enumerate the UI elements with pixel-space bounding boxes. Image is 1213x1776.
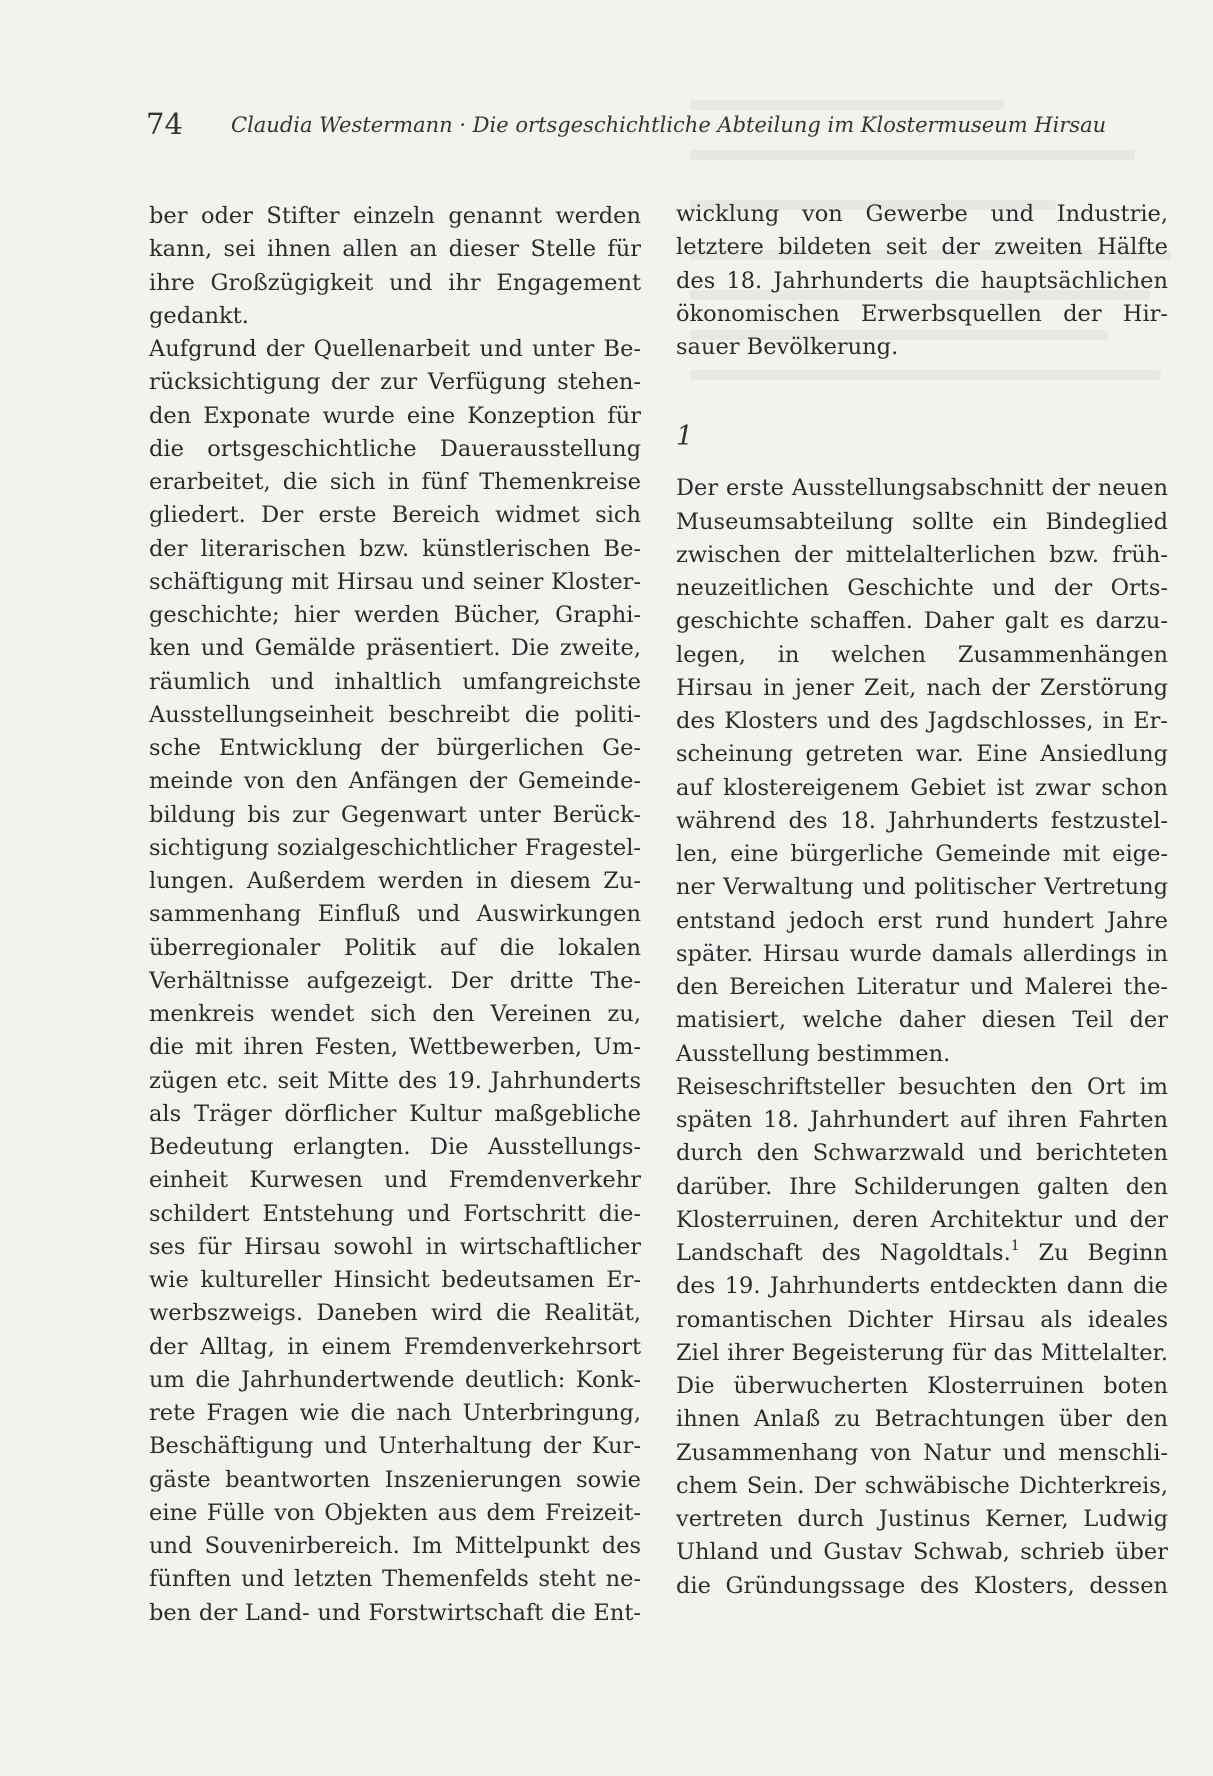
text-line: räumlich und inhaltlich umfangreichste — [149, 668, 641, 695]
text-line: eine Fülle von Objekten aus dem Freizeit- — [149, 1499, 641, 1526]
text-line: Museumsabteilung sollte ein Bindeglied — [676, 508, 1168, 535]
text-line: len, eine bürgerliche Gemeinde mit eige- — [676, 841, 1168, 867]
text-line: entstand jedoch erst rund hundert Jahre — [676, 907, 1168, 934]
text-line: Ziel ihrer Begeisterung für das Mittelalter. — [676, 1339, 1168, 1366]
text-line: Uhland und Gustav Schwab, schrieb über — [676, 1539, 1168, 1566]
text-line: sammenhang Einfluß und Auswirkungen — [149, 901, 641, 928]
left-column — [149, 200, 641, 1630]
text-line: auf klostereigenem Gebiet ist zwar schon — [676, 774, 1168, 801]
text-line: wicklung von Gewerbe und Industrie, — [676, 201, 1168, 227]
text-line: neuzeitlichen Geschichte und der Orts- — [676, 575, 1168, 601]
right-column — [676, 198, 1168, 1603]
text-line: sauer Bevölkerung. — [676, 334, 899, 360]
text-line: und Souvenirbereich. Im Mittelpunkt des — [149, 1533, 641, 1559]
text-line: der literarischen bzw. künstlerischen Be- — [149, 535, 641, 562]
text-line: durch den Schwarzwald und berichteten — [676, 1140, 1168, 1167]
text-line: wie kultureller Hinsicht bedeutsamen Er- — [149, 1267, 641, 1293]
text-line: Aufgrund der Quellenarbeit und unter Be- — [149, 336, 641, 362]
text-line: geschichte; hier werden Bücher, Graphi- — [149, 602, 641, 628]
text-line: die Gründungssage des Klosters, dessen — [676, 1572, 1168, 1599]
text-line: ses für Hirsau sowohl in wirtschaftlicher — [149, 1233, 641, 1260]
text-line: lungen. Außerdem werden in diesem Zu- — [149, 868, 641, 894]
text-line: fünften und letzten Themenfelds steht ne- — [149, 1566, 641, 1593]
text-line: Der erste Ausstellungsabschnitt der neuen — [676, 475, 1168, 502]
text-line: scheinung getreten war. Eine Ansiedlung — [676, 741, 1168, 768]
text-line: einheit Kurwesen und Fremdenverkehr — [149, 1167, 641, 1194]
text-line: Beschäftigung und Unterhaltung der Kur- — [149, 1433, 641, 1460]
text-line: matisiert, welche daher diesen Teil der — [676, 1007, 1168, 1034]
running-head: Claudia Westermann · Die ortsgeschichtliche Abteilung im Klostermuseum Hirsau — [231, 113, 1107, 137]
text-line: ken und Gemälde präsentiert. Die zweite, — [149, 635, 641, 662]
text-line: sichtigung sozialgeschichtlicher Fragestel- — [149, 834, 641, 861]
text-line: werbszweigs. Daneben wird die Realität, — [149, 1300, 641, 1327]
text-line: Die überwucherten Klosterruinen boten — [676, 1373, 1168, 1399]
text-line: des Klosters und des Jagdschlosses, in Er- — [676, 708, 1168, 734]
text-line: rücksichtigung der zur Verfügung stehen- — [149, 369, 641, 396]
text-line: zwischen der mittelalterlichen bzw. früh- — [676, 541, 1168, 568]
text-line: meinde von den Anfängen der Gemeinde- — [149, 768, 641, 795]
text-line: gedankt. — [149, 302, 249, 329]
text-line: schäftigung mit Hirsau und seiner Kloster- — [149, 568, 641, 595]
text-line: zügen etc. seit Mitte des 19. Jahrhunderts — [149, 1067, 641, 1094]
text-line: bildung bis zur Gegenwart unter Berück- — [149, 801, 641, 828]
page-number: 74 — [146, 107, 183, 141]
text-line: erarbeitet, die sich in fünf Themenkreise — [149, 469, 641, 495]
text-line: Ausstellungseinheit beschreibt die politi- — [149, 701, 641, 728]
text-line: ihre Großzügigkeit und ihr Engagement — [149, 269, 641, 296]
text-line: Klosterruinen, deren Architektur und der — [676, 1206, 1168, 1233]
text-line: geschichte schaffen. Daher galt es darzu- — [676, 608, 1168, 635]
text-line: späten 18. Jahrhundert auf ihren Fahrten — [676, 1107, 1168, 1133]
text-line: gäste beantworten Inszenierungen sowie — [149, 1466, 641, 1493]
text-line: menkreis wendet sich den Vereinen zu, — [149, 1001, 641, 1027]
footnote-mark[interactable]: 1 — [1010, 1237, 1020, 1254]
text-line: vertreten durch Justinus Kerner, Ludwig — [676, 1506, 1168, 1532]
text-line: kann, sei ihnen allen an dieser Stelle für — [149, 236, 641, 263]
text-line: darüber. Ihre Schilderungen galten den — [676, 1173, 1168, 1200]
text-line: der Alltag, in einem Fremdenverkehrsort — [149, 1333, 641, 1360]
footnote-line-text-after: Zu Beginn — [1019, 1240, 1168, 1266]
text-line: sche Entwicklung der bürgerlichen Ge- — [149, 735, 641, 761]
footnote-line-text: Landschaft des Nagoldtals. — [676, 1240, 1011, 1266]
text-line: Zusammenhang von Natur und menschli- — [676, 1439, 1168, 1466]
text-line: chem Sein. Der schwäbische Dichterkreis, — [676, 1472, 1168, 1499]
text-line: schildert Entstehung und Fortschritt die- — [149, 1200, 641, 1227]
text-line: Bedeutung erlangten. Die Ausstellungs- — [149, 1134, 641, 1160]
text-line: des 18. Jahrhunderts die hauptsächlichen — [676, 267, 1168, 294]
text-line: um die Jahrhundertwende deutlich: Konk- — [149, 1366, 641, 1393]
text-line: legen, in welchen Zusammenhängen — [676, 641, 1168, 668]
text-line: des 19. Jahrhunderts entdeckten dann die — [676, 1273, 1168, 1300]
text-line: den Bereichen Literatur und Malerei the- — [676, 974, 1168, 1000]
footnote-line — [676, 1237, 1168, 1270]
text-line: Ausstellung bestimmen. — [676, 1040, 951, 1067]
text-line: ihnen Anlaß zu Betrachtungen über den — [676, 1406, 1168, 1433]
section-number: 1 — [676, 421, 694, 453]
text-line: während des 18. Jahrhunderts festzustel- — [676, 807, 1168, 834]
text-line: Reiseschriftsteller besuchten den Ort im — [676, 1073, 1168, 1100]
text-line: die mit ihren Festen, Wettbewerben, Um- — [149, 1034, 641, 1061]
text-line: ökonomischen Erwerbsquellen der Hir- — [676, 300, 1168, 327]
text-line: ben der Land- und Forstwirtschaft die Ent- — [149, 1599, 641, 1626]
text-line: die ortsgeschichtliche Dauerausstellung — [149, 435, 641, 462]
text-line: gliedert. Der erste Bereich widmet sich — [149, 502, 641, 529]
text-line: romantischen Dichter Hirsau als ideales — [676, 1306, 1168, 1333]
text-line: später. Hirsau wurde damals allerdings in — [676, 940, 1168, 967]
text-line: Verhältnisse aufgezeigt. Der dritte The- — [149, 967, 641, 994]
text-line: als Träger dörflicher Kultur maßgebliche — [149, 1100, 641, 1127]
text-line: Hirsau in jener Zeit, nach der Zerstörung — [676, 674, 1168, 701]
text-line: ner Verwaltung und politischer Vertretung — [676, 874, 1168, 901]
text-line: rete Fragen wie die nach Unterbringung, — [149, 1400, 641, 1426]
text-line: ber oder Stifter einzeln genannt werden — [149, 203, 641, 229]
text-line: den Exponate wurde eine Konzeption für — [149, 402, 641, 429]
text-line: letztere bildeten seit der zweiten Hälfte — [676, 234, 1168, 261]
page-header — [146, 104, 1107, 144]
text-line: überregionaler Politik auf die lokalen — [149, 934, 641, 961]
